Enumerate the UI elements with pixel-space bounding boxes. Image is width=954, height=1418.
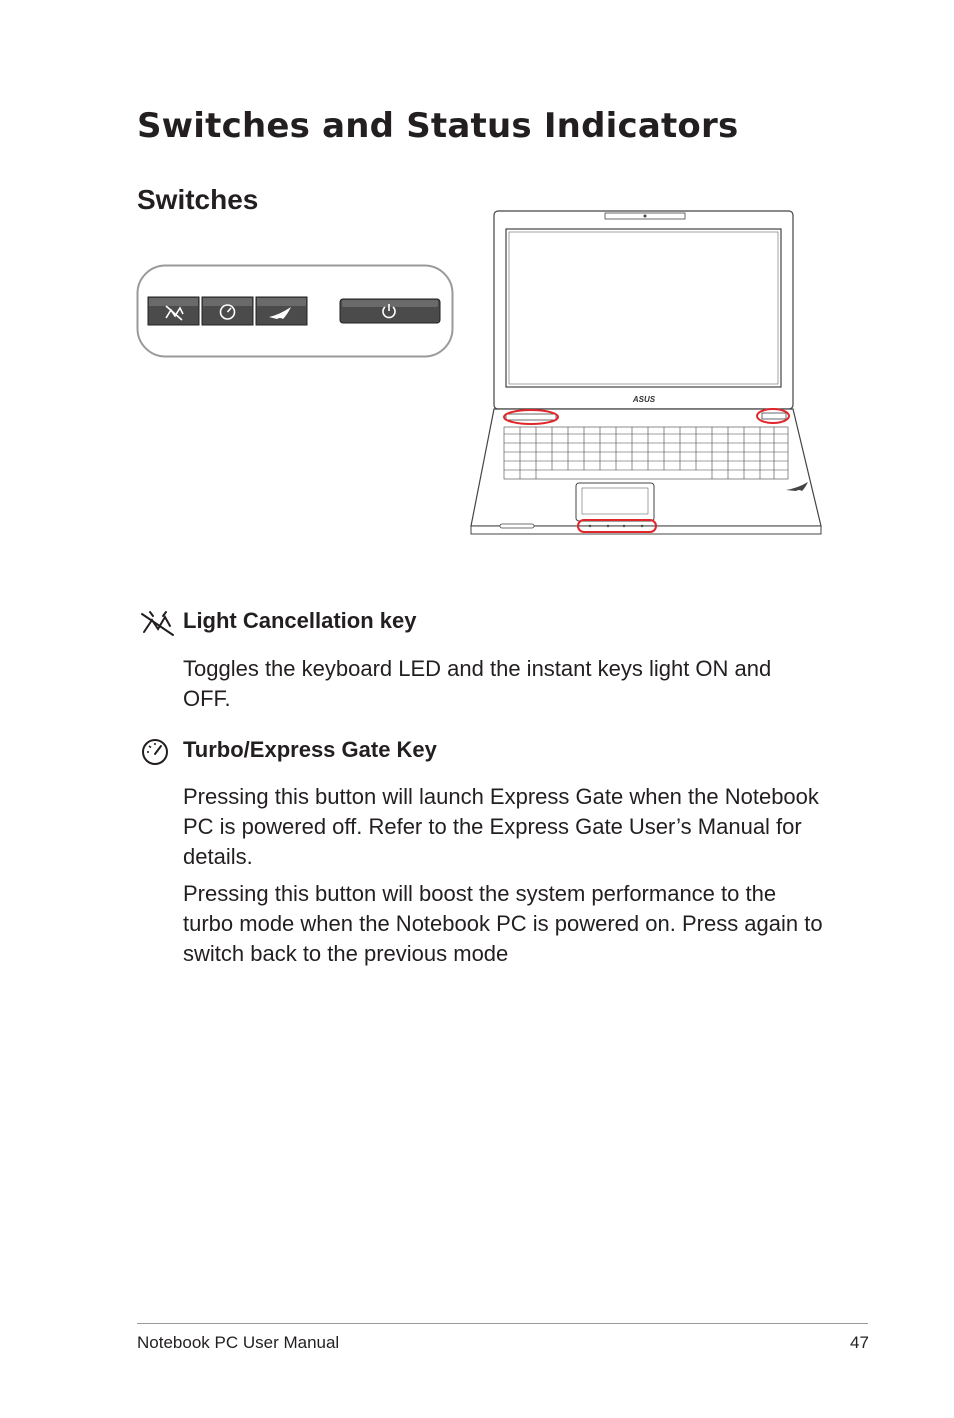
turbo-gauge-icon: [140, 737, 176, 767]
item-heading-light-cancellation: Light Cancellation key: [183, 608, 417, 633]
item-heading-turbo-express-gate: Turbo/Express Gate Key: [183, 737, 437, 762]
turbo-button: [202, 297, 253, 325]
laptop-illustration: [468, 208, 824, 540]
item-text-turbo-express-gate-1: Pressing this button will launch Express Gate when the Notebook PC is powered off. Refer to the Express Gate User’s Manual for details.: [183, 784, 819, 869]
laptop-logo: ASUS: [632, 395, 656, 404]
page-title: Switches and Status Indicators: [137, 106, 739, 146]
light-cancel-icon: [140, 608, 176, 638]
light-cancel-button: [148, 297, 199, 325]
item-text-light-cancellation: Toggles the keyboard LED and the instant keys light ON and OFF.: [183, 656, 772, 711]
switch-panel-illustration: [136, 264, 454, 358]
power-button: [340, 299, 440, 323]
footer-divider: [137, 1323, 868, 1324]
footer-page-number: 47: [850, 1333, 869, 1352]
footer-manual-title: Notebook PC User Manual: [137, 1333, 340, 1352]
section-heading-switches: Switches: [137, 184, 259, 215]
item-text-turbo-express-gate-2: Pressing this button will boost the system performance to the turbo mode when the Notebook PC is powered on. Press again to switch back to the previous mode: [183, 881, 823, 966]
rog-button: [256, 297, 307, 325]
